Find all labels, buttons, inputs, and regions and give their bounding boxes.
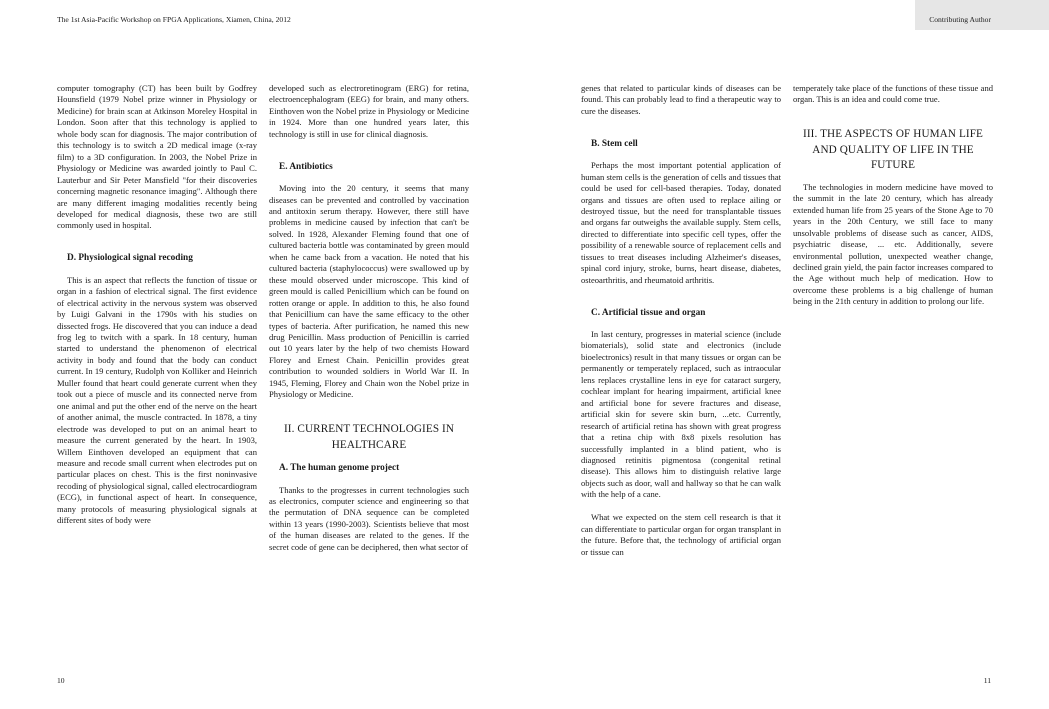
section-title-iii: [793, 127, 993, 174]
paragraph: Thanks to the progresses in current technologies such as electronics, computer science and engineering so that the permutation of DNA sequence can be completed within 13 years (1990-2003). Scientists believe that most of the human diseases are related to the genes. If the secret code of gene can be deciphered, then what sector of: [269, 484, 469, 552]
column-2: [269, 83, 469, 553]
paragraph: Moving into the 20 century, it seems that many diseases can be prevented and controlled by vaccination and antitoxin serum therapy. However, there still have problems in medicine caused by infection that can't be solved. In 1928, Alexander Fleming found that one of cultured bacteria bottle was contaminated by green mould when he came back from a vacation. He noted that his cultured bacteria (staphylococcus) were swallowed up by these mould observed under microscope. This kind of green mould is called Penicillium which can be found on rotten orange or apple. In addition to this, he also found that Penicillium can have the same efficacy to the other types of bacteria. After purification, he named this new drug Penicillin. Mass production of Penicillin is carried out 10 years later by the help of two chemists Howard Florey and Ernest Chain. Penicillin provides great contribution to wounded soldiers in World War II. In 1945, Fleming, Florey and Chain won the Nobel prize in Physiology or Medicine.: [269, 183, 469, 400]
column-1: [57, 83, 257, 527]
section-title-line: HEALTHCARE: [331, 438, 407, 451]
section-title-line: II. CURRENT TECHNOLOGIES IN: [283, 423, 455, 436]
section-title-line: III. THE ASPECTS OF HUMAN LIFE: [803, 128, 983, 141]
section-heading-a: A. The human genome project: [279, 463, 400, 474]
paragraph: developed such as electroretinogram (ERG) for retina, electroencephalogram (EEG) for brain, and many others. Einthoven won the Nobel prize in Physiology or Medicine in 1924. More than one hundred years later, this technology is still in use for clinical diagnosis.: [269, 83, 469, 139]
column-3: [581, 83, 781, 558]
paragraph: temperately take place of the functions of these tissue and organ. This is an idea and could come true.: [793, 83, 993, 105]
section-heading-e: E. Antibiotics: [279, 161, 333, 172]
page-number-right: 11: [983, 676, 991, 685]
section-heading-c: C. Artificial tissue and organ: [591, 307, 706, 318]
section-heading-d: D. Physiological signal recoding: [67, 253, 193, 264]
paragraph: computer tomography (CT) has been built by Godfrey Hounsfield (1979 Nobel prize winner in Physiology or Medicine) for brain scan at Atkinson Moreley Hospital in London. Soon after that this technology is applied to whole body scan for diagnosis. The major contribution of this technology is to switch a 2D medical image (x-ray film) to a 3D configuration. In 2003, the Nobel Prize in Physiology or Medicine was awarded jointly to Paul C. Lauterbur and Sir Peter Mansfield "for their discoveries concerning magnetic resonance imaging". Although there are many different imaging modalities recently being developed for medical diagnosis, these two are still commonly used in hospital.: [57, 83, 257, 231]
section-title-line: AND QUALITY OF LIFE IN THE: [812, 143, 974, 156]
paragraph: This is an aspect that reflects the function of tissue or organ in a fashion of electrical signal. The first evidence of electrical activity in the nervous system was observed by Luigi Galvani in the 1790s with his studies on dissected frogs. He discovered that you can induce a dead frog leg to twitch with a spark. In 18 century, human started to understand the phenomenon of electrical activity in body and found that the body can conduct current. In 19 century, Rudolph von Kolliker and Heinrich Muller found that heart could generate current when they took out a piece of muscle and its connected nerve from one animal and put the other end of the nerve on the heart of another animal, the muscle contracted. In 1878, a tiny electrode was developed to put on an animal heart to measure the current generated by the heart. In 1903, Willem Einthoven developed an equipment that can measure and recode small current when electrodes put on particular places on chest. This is the first noninvasive recoding of physiological signal, called electrocardiogram (ECG), in functional aspect of heart. In consequence, many protocols of measuring physiological signals at different sites of body were: [57, 274, 257, 526]
paragraph: What we expected on the stem cell research is that it can differentiate to particular organ for organ transplant in the future. Before that, the technology of artificial organ or tissue can: [581, 512, 781, 557]
section-title-ii: [269, 422, 469, 453]
paragraph: In last century, progresses in material science (include biomaterials), solid state and electronics (include bioelectronics) result in that many tissues or organ can be permanently or temperately replaced, such as intraocular lens replaces crystalline lens in eye for cataract surgery, cochlear implant for hearing impairment, artificial knee and artificial bone for severe fractures and disease, artificial skin for severe skin burn, ...etc. Currently, research of artificial retina has shown with great progress that a retina chip with 8x8 pixels resolution has successfully implanted in a blind patient, who is diagnosed retinitis pigmentosa (congenital retinal disease). This allows him to distinguish relative large objects such as door, wall and hallway so that he can walk with the help of a cane.: [581, 329, 781, 500]
section-title-line: FUTURE: [870, 159, 916, 172]
running-header-left: The 1st Asia-Pacific Workshop on FPGA Applications, Xiamen, China, 2012: [57, 15, 291, 24]
page-number-left: 10: [57, 676, 65, 685]
column-4: [793, 83, 993, 308]
running-header-right: Contributing Author: [929, 15, 991, 24]
section-heading-b: B. Stem cell: [591, 138, 638, 149]
paragraph: The technologies in modern medicine have moved to the summit in the late 20 century, which has already extended human life from 25 years of the Stone Age to 70 years in the 20th Century, we still face to many unsolvable problems of disease such as cancer, AIDS, psychiatric disease, ... etc. Additionally, severe environmental pollution, unexpected weather change, declined grain yield, the pain factor increases compared to the Age without much help of medication. How to overcome these problems is a big challenge of human being in the 21th century in addition to prolong our life.: [793, 181, 993, 307]
paragraph: genes that related to particular kinds of diseases can be found. This can probably lead to find a therapeutic way to cure the diseases.: [581, 83, 781, 116]
paragraph: Perhaps the most important potential application of human stem cells is the generation of cells and tissues that could be used for cell-based therapies. Today, donated organs and tissues are often used to replace ailing or destroyed tissue, but the need for transplantable tissues and organs far outweighs the available supply. Stem cells, directed to differentiate into specific cell types, offer the possibility of a renewable source of replacement cells and tissues to treat diseases including Alzheimer's diseases, spinal cord injury, stroke, burns, heart disease, diabetes, osteoarthritis, and rheumatoid arthritis.: [581, 160, 781, 285]
